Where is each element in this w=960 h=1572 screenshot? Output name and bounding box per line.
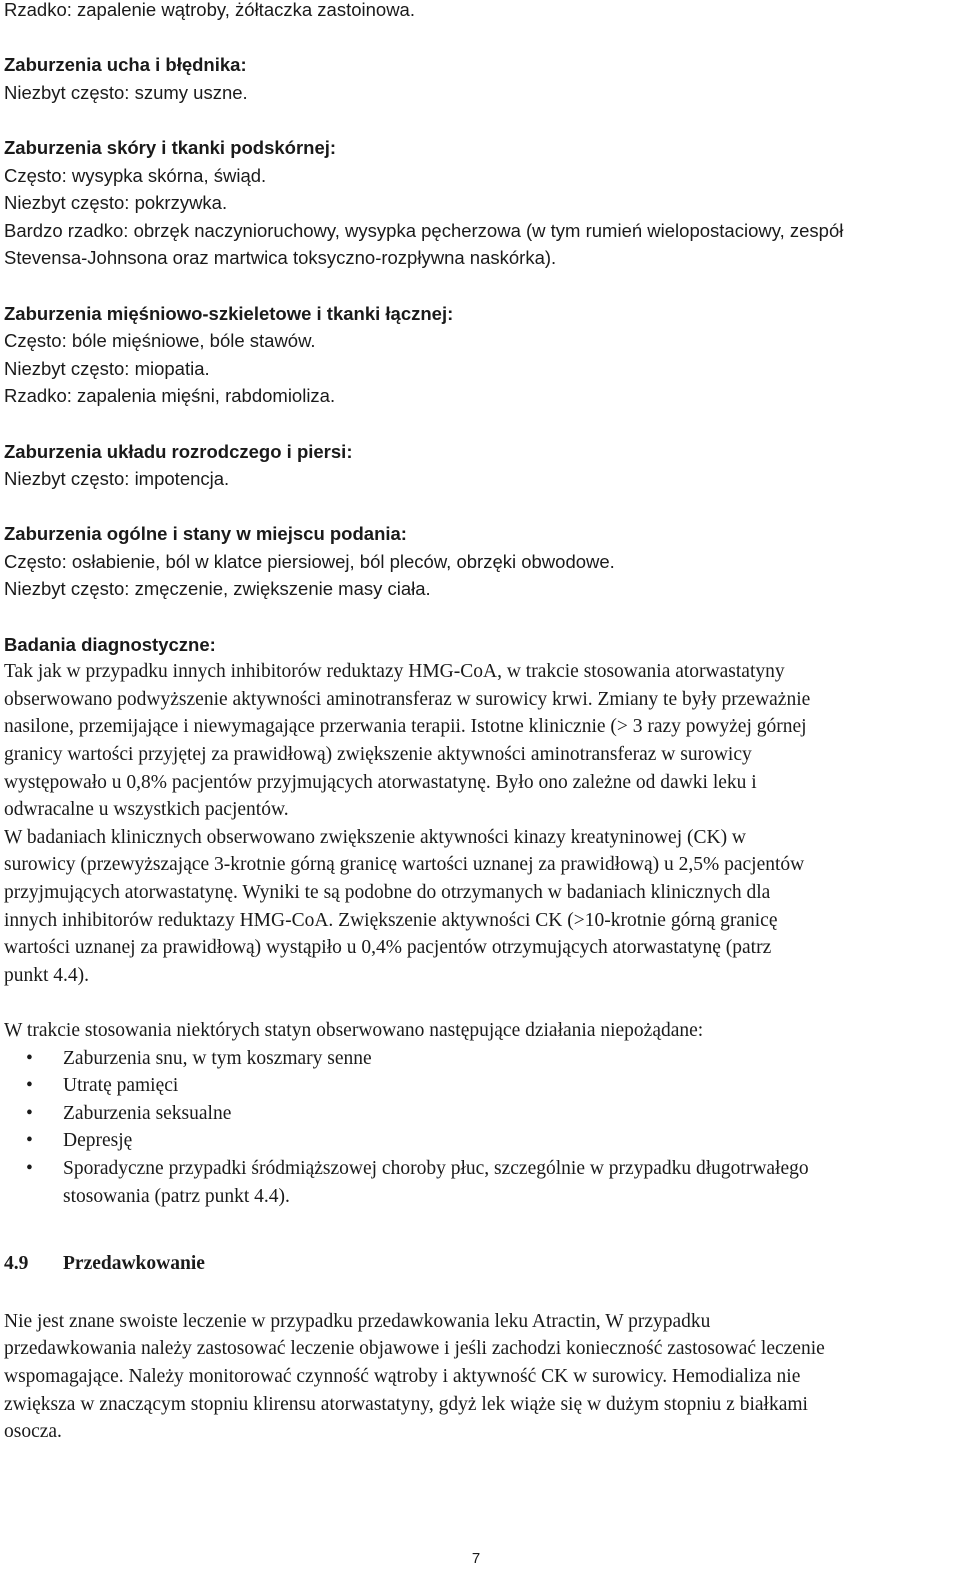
list-item-text: Zaburzenia snu, w tym koszmary senne xyxy=(63,1047,372,1069)
text-line: Niezbyt często: miopatia. xyxy=(4,357,210,379)
text-line: granicy wartości przyjętej za prawidłową) zwiększenie aktywności aminotransferaz w surowicy xyxy=(4,744,752,766)
text-line: przyjmujących atorwastatynę. Wyniki te są podobne do otrzymanych w badaniach klinicznych dla xyxy=(4,882,771,903)
section-statins-adverse xyxy=(4,1017,956,1210)
list-item-text: Sporadyczne przypadki śródmiąższowej choroby płuc, szczególnie w przypadku długotrwałego xyxy=(63,1157,809,1179)
text-line: odwracalne u wszystkich pacjentów. xyxy=(4,799,289,821)
list-item-text: Utratę pamięci xyxy=(63,1075,179,1097)
page-number: 7 xyxy=(471,1550,481,1567)
text-line: wartości uznanej za prawidłową) wystąpiło u 0,4% pacjentów otrzymujących atorwastatynę (patrz xyxy=(4,937,772,959)
list-intro: W trakcie stosowania niektórych statyn obserwowano następujące działania niepożądane: xyxy=(4,1019,704,1041)
section-skin xyxy=(4,134,956,272)
list-item xyxy=(4,1100,956,1128)
text-line: Bardzo rzadko: obrzęk naczynioruchowy, wysypka pęcherzowa (w tym rumień wielopostaciowy, zespół xyxy=(4,219,844,241)
text-line: Niezbyt często: szumy uszne. xyxy=(4,81,248,103)
text-line: Tak jak w przypadku innych inhibitorów reduktazy HMG-CoA, w trakcie stosowania atorwastatyny xyxy=(4,661,785,683)
text-line: innych inhibitorów reduktazy HMG-CoA. Zwiększenie aktywności CK (>10-krotnie górną granicę xyxy=(4,909,778,931)
text-line: Często: bóle mięśniowe, bóle stawów. xyxy=(4,330,316,352)
paragraph-overdose xyxy=(4,1308,956,1446)
section-heading: Badania diagnostyczne: xyxy=(4,633,216,655)
bullet-icon: • xyxy=(26,1075,33,1097)
section-heading: Zaburzenia ogólne i stany w miejscu podania: xyxy=(4,523,407,545)
list-item xyxy=(4,1127,956,1155)
section-title: Przedawkowanie xyxy=(63,1253,205,1275)
text-line: punkt 4.4). xyxy=(4,964,90,986)
document-page xyxy=(4,0,956,1446)
section-liver xyxy=(4,0,956,24)
paragraph-creatine-kinase xyxy=(4,824,956,990)
section-diagnostics xyxy=(4,631,956,990)
section-reproductive xyxy=(4,438,956,493)
text-line: Rzadko: zapalenie wątroby, żółtaczka zastoinowa. xyxy=(4,0,415,20)
bullet-icon: • xyxy=(26,1157,33,1179)
text-line: występowało u 0,8% pacjentów przyjmujących atorwastatynę. Było ono zależne od dawki leku i xyxy=(4,771,757,793)
list-item xyxy=(4,1045,956,1073)
text-line: Niezbyt często: zmęczenie, zwiększenie masy ciała. xyxy=(4,578,431,600)
list-item-text: Zaburzenia seksualne xyxy=(63,1102,232,1124)
bullet-list xyxy=(4,1045,956,1211)
section-heading: Zaburzenia skóry i tkanki podskórnej: xyxy=(4,136,337,158)
text-line: Nie jest znane swoiste leczenie w przypadku przedawkowania leku Atractin, W przypadku xyxy=(4,1310,711,1332)
paragraph-aminotransferases xyxy=(4,658,956,824)
section-number: 4.9 xyxy=(4,1253,29,1275)
list-item xyxy=(4,1155,956,1210)
text-line: Stevensa-Johnsona oraz martwica toksyczno-rozpływna naskórka). xyxy=(4,247,557,269)
list-item xyxy=(4,1072,956,1100)
text-line: Rzadko: zapalenia mięśni, rabdomioliza. xyxy=(4,385,336,407)
text-line: zwiększa w znaczącym stopniu klirensu atorwastatyny, gdyż lek wiąże się w dużym stopniu z białkami xyxy=(4,1393,808,1415)
text-line: Niezbyt często: pokrzywka. xyxy=(4,192,228,214)
list-item-text: Depresję xyxy=(63,1130,133,1152)
bullet-icon: • xyxy=(26,1047,33,1069)
text-line: osocza. xyxy=(4,1421,62,1443)
section-4-9-heading xyxy=(4,1250,956,1278)
text-line: wspomagające. Należy monitorować czynność wątroby i aktywność CK w surowicy. Hemodializa nie xyxy=(4,1365,801,1387)
section-heading: Zaburzenia układu rozrodczego i piersi: xyxy=(4,440,353,462)
text-line: Często: wysypka skórna, świąd. xyxy=(4,164,267,186)
list-item-text: stosowania (patrz punkt 4.4). xyxy=(63,1185,290,1207)
text-line: obserwowano podwyższenie aktywności aminotransferaz w surowicy krwi. Zmiany te były przeważnie xyxy=(4,688,811,710)
text-line: surowicy (przewyższające 3-krotnie górną granicę wartości uznanej za prawidłową) u 2,5% pacjentów xyxy=(4,854,805,876)
section-ear xyxy=(4,51,956,106)
text-line: nasilone, przemijające i niewymagające przerwania terapii. Istotne klinicznie (> 3 razy powyżej górnej xyxy=(4,716,807,738)
text-line: Niezbyt często: impotencja. xyxy=(4,468,230,490)
section-general xyxy=(4,520,956,603)
section-heading: Zaburzenia ucha i błędnika: xyxy=(4,54,247,76)
bullet-icon: • xyxy=(26,1130,33,1152)
bullet-icon: • xyxy=(26,1102,33,1124)
section-heading: Zaburzenia mięśniowo-szkieletowe i tkanki łącznej: xyxy=(4,302,454,324)
text-line: przedawkowania należy zastosować leczenie objawowe i jeśli zachodzi konieczność zastosować leczenie xyxy=(4,1338,825,1360)
text-line: Często: osłabienie, ból w klatce piersiowej, ból pleców, obrzęki obwodowe. xyxy=(4,550,615,572)
text-line: W badaniach klinicznych obserwowano zwiększenie aktywności kinazy kreatyninowej (CK) w xyxy=(4,826,747,848)
section-musculoskeletal xyxy=(4,300,956,410)
